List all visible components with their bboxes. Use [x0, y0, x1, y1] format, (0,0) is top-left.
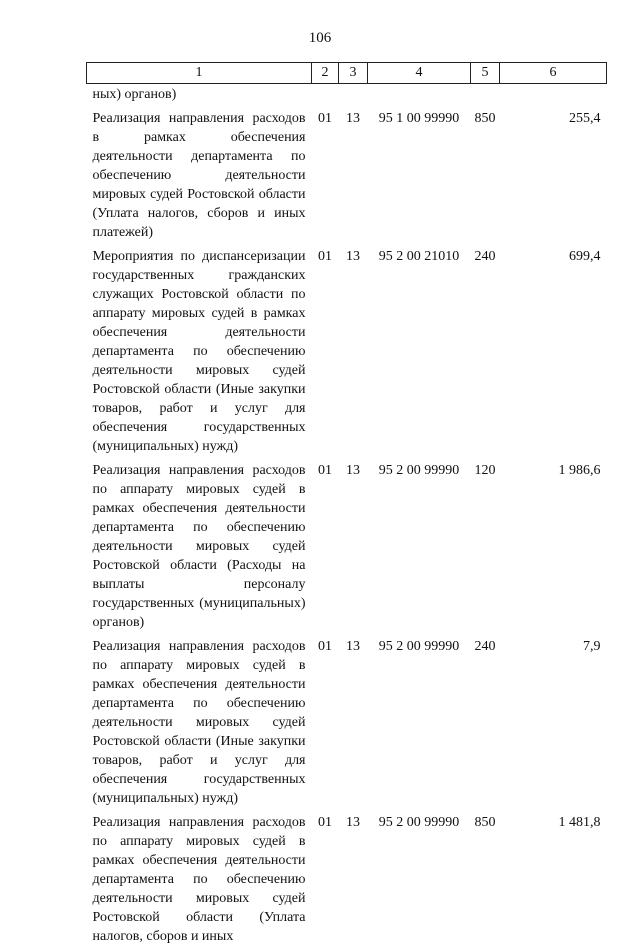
row-amount: 1 986,6 — [558, 463, 601, 478]
row-description: Мероприятия по диспансеризации государственных гражданских служащих Ростовской области по аппарату мировых судей в рамках обеспечения деятельности департамента по обеспечению деятельности мировых судей Ростовской области (Иные закупки товаров, работ и услуг для обеспечения государственных (муниципальных) нужд) — [92, 249, 306, 454]
table-row — [87, 632, 607, 808]
row-expense-type: 240 — [474, 639, 496, 654]
row-description: Реализация направления расходов по аппарату мировых судей в рамках обеспечения деятельности департамента по обеспечению деятельности мировых судей Ростовской области (Расходы на выплаты персоналу государственных (муниципальных) органов) — [92, 463, 306, 630]
table-row — [87, 808, 607, 946]
row-section: 01 — [318, 111, 332, 126]
row-target-article: 95 1 00 99990 — [378, 111, 460, 126]
budget-table — [86, 62, 607, 946]
row-expense-type — [471, 84, 500, 105]
row-target-article: 95 2 00 99990 — [378, 639, 460, 654]
row-subsection: 13 — [346, 463, 360, 478]
row-section: 01 — [318, 463, 332, 478]
column-header-5: 5 — [471, 63, 500, 84]
row-expense-type: 850 — [474, 111, 496, 126]
row-amount: 255,4 — [569, 111, 601, 126]
column-header-1: 1 — [87, 63, 312, 84]
column-header-3: 3 — [339, 63, 368, 84]
row-target-article: 95 2 00 21010 — [378, 249, 460, 264]
row-expense-type: 240 — [474, 249, 496, 264]
row-section: 01 — [318, 639, 332, 654]
row-amount: 699,4 — [569, 249, 601, 264]
row-target-article — [368, 84, 471, 105]
table-row — [87, 84, 607, 105]
table-row — [87, 242, 607, 456]
column-header-2: 2 — [312, 63, 339, 84]
row-subsection: 13 — [346, 249, 360, 264]
row-amount: 1 481,8 — [558, 815, 601, 830]
row-section: 01 — [318, 249, 332, 264]
column-header-4: 4 — [368, 63, 471, 84]
row-section — [312, 84, 339, 105]
row-target-article: 95 2 00 99990 — [378, 463, 460, 478]
page-number: 106 — [308, 30, 332, 46]
row-description: Реализация направления расходов по аппарату мировых судей в рамках обеспечения деятельности департамента по обеспечению деятельности мировых судей Ростовской области (Иные закупки товаров, работ и услуг для обеспечения государственных (муниципальных) нужд) — [92, 639, 306, 806]
row-subsection — [339, 84, 368, 105]
row-amount: 7,9 — [583, 639, 601, 654]
table-row — [87, 104, 607, 242]
row-subsection: 13 — [346, 815, 360, 830]
row-expense-type: 850 — [474, 815, 496, 830]
row-description: ных) органов) — [92, 87, 177, 102]
row-amount — [500, 84, 607, 105]
table-header-row — [87, 63, 607, 84]
table-row — [87, 456, 607, 632]
row-description: Реализация направления расходов в рамках обеспечения деятельности департамента по обеспечению деятельности мировых судей Ростовской области (Уплата налогов, сборов и иных платежей) — [92, 111, 306, 240]
column-header-6: 6 — [500, 63, 607, 84]
row-target-article: 95 2 00 99990 — [378, 815, 460, 830]
row-subsection: 13 — [346, 639, 360, 654]
row-subsection: 13 — [346, 111, 360, 126]
row-description: Реализация направления расходов по аппарату мировых судей в рамках обеспечения деятельности департамента по обеспечению деятельности мировых судей Ростовской области (Уплата налогов, сборов и иных — [92, 815, 306, 944]
row-expense-type: 120 — [474, 463, 496, 478]
row-section: 01 — [318, 815, 332, 830]
